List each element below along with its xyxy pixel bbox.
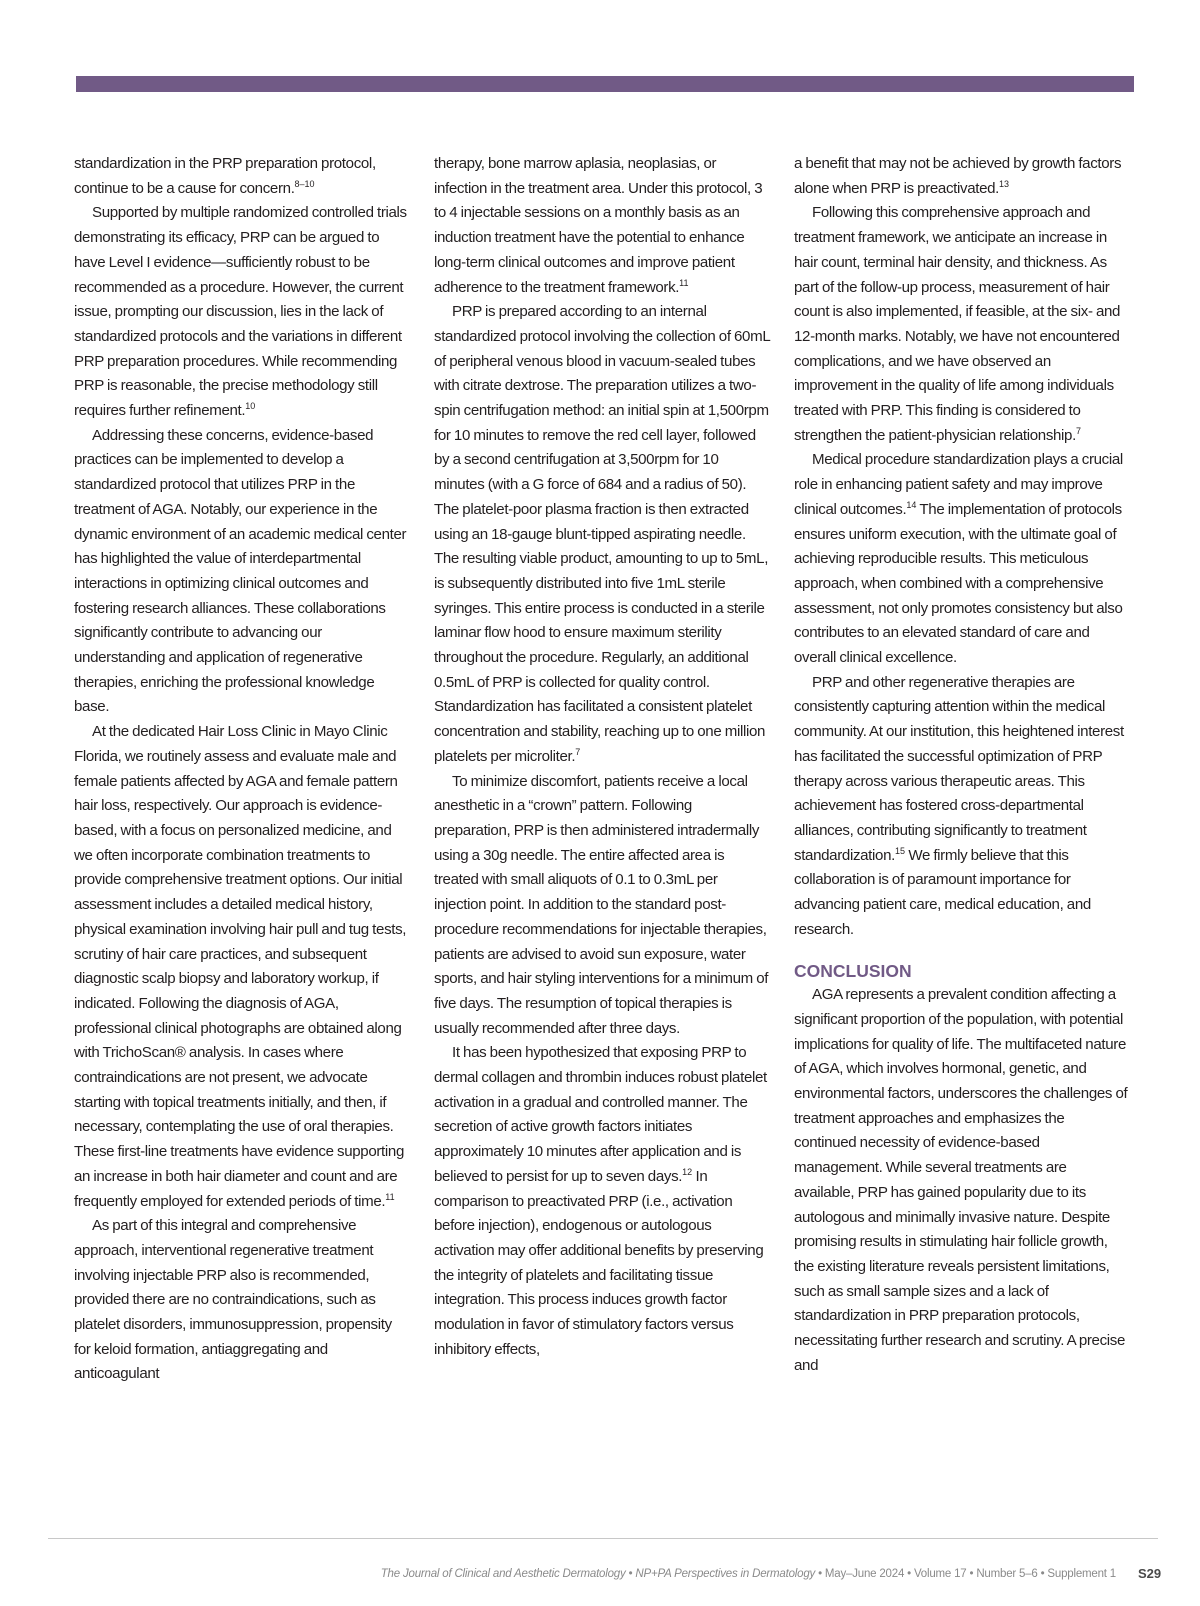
citation-reference: 11 xyxy=(679,277,689,288)
citation-reference: 15 xyxy=(894,845,905,856)
citation-reference: 7 xyxy=(575,746,581,757)
paragraph-text: Addressing these concerns, evidence-based practices can be implemented to develop a standardized protocol that utilizes PRP in the treatment of AGA. Notably, our experience in the dynamic environment of an academic medical center has highlighted the value of interdepartmental interactions in optimizing clinical outcomes and fostering research alliances. These collaborations significantly contribute to advancing our understanding and application of regenerative therapies, enriching the professional knowledge base. xyxy=(74,426,407,716)
paragraph xyxy=(434,1041,770,1362)
paragraph-text: It has been hypothesized that exposing PRP to dermal collagen and thrombin induces robust platelet activation in a gradual and controlled manner. The secretion of active growth factors initiates approximately 10 minutes after application and is believed to persist for up to seven days. xyxy=(434,1044,767,1185)
text-column-2 xyxy=(434,152,770,1362)
paragraph xyxy=(794,671,1130,943)
paragraph-text-continued: The implementation of protocols ensures uniform execution, with the ultimate goal of achieving reproducible results. This meticulous approach, when combined with a comprehensive assessment, not only promotes consistency but also contributes to an elevated standard of care and overall clinical excellence. xyxy=(794,500,1123,667)
paragraph xyxy=(794,983,1130,1378)
footer-citation xyxy=(0,1568,1116,1580)
paragraph-text: Following this comprehensive approach and treatment framework, we anticipate an increase in hair count, terminal hair density, and thickness. As part of the follow-up process, measurement of hair count is also implemented, if feasible, at the six- and 12-month marks. Notably, we have not encountered complications, and we have observed an improvement in the quality of life among individuals treated with PRP. This finding is considered to strengthen the patient-physician relationship. xyxy=(794,204,1121,444)
paragraph-text: As part of this integral and comprehensive approach, interventional regenerative treatment involving injectable PRP also is recommended, provided there are no contraindications, such as platelet disorders, immunosuppression, propensity for keloid formation, antiaggregating and anticoagulant xyxy=(74,1217,392,1383)
header-accent-bar xyxy=(76,76,1134,92)
paragraph xyxy=(434,152,770,300)
paragraph-text: a benefit that may not be achieved by growth factors alone when PRP is preactivated. xyxy=(794,155,1122,197)
paragraph-text: Medical procedure standardization plays a crucial role in enhancing patient safety and may improve clinical outcomes. xyxy=(794,451,1123,518)
text-column-1 xyxy=(74,152,410,1387)
paragraph xyxy=(74,152,410,201)
citation-reference: 13 xyxy=(999,178,1010,189)
paragraph xyxy=(74,424,410,720)
footer-divider xyxy=(48,1538,1158,1539)
paragraph xyxy=(74,720,410,1214)
paragraph xyxy=(74,1214,410,1387)
paragraph-text: To minimize discomfort, patients receive a local anesthetic in a “crown” pattern. Following preparation, PRP is then administered intradermally using a 30g needle. The entire affected area is treated with small aliquots of 0.1 to 0.3mL per injection point. In addition to the standard post-procedure recommendations for injectable therapies, patients are advised to avoid sun exposure, water sports, and hair styling interventions for a minimum of five days. The resumption of topical therapies is usually recommended after three days. xyxy=(434,772,769,1037)
paragraph-text: Supported by multiple randomized controlled trials demonstrating its efficacy, PRP can be argued to have Level I evidence—sufficiently robust to be recommended as a procedure. However, the current issue, prompting our discussion, lies in the lack of standardized protocols and the variations in different PRP preparation procedures. While recommending PRP is reasonable, the precise methodology still requires further refinement. xyxy=(74,204,407,420)
paragraph xyxy=(794,201,1130,448)
citation-reference: 10 xyxy=(245,401,256,411)
paragraph-text-continued: We firmly believe that this collaboration is of paramount importance for advancing patient care, medical education, and research. xyxy=(794,846,1091,938)
paragraph xyxy=(794,448,1130,670)
paragraph xyxy=(434,770,770,1042)
footer-journal-name: The Journal of Clinical and Aesthetic Dermatology • NP+PA Perspectives in Dermatology xyxy=(380,1568,816,1580)
section-heading: CONCLUSION xyxy=(794,960,912,981)
citation-reference: 12 xyxy=(682,1166,693,1177)
citation-reference: 11 xyxy=(385,1191,395,1202)
paragraph xyxy=(794,152,1130,201)
paragraph-text: therapy, bone marrow aplasia, neoplasias, or infection in the treatment area. Under this protocol, 3 to 4 injectable sessions on a monthly basis as an induction treatment have the potential to enhance long-term clinical outcomes and improve patient adherence to the treatment framework. xyxy=(434,155,763,296)
paragraph-text: standardization in the PRP preparation protocol, continue to be a cause for concern. xyxy=(74,155,376,197)
paragraph xyxy=(74,201,410,423)
footer-issue-info: • May–June 2024 • Volume 17 • Number 5–6 • Supplement 1 xyxy=(815,1568,1116,1580)
citation-reference: 7 xyxy=(1075,425,1081,436)
paragraph-text: PRP is prepared according to an internal standardized protocol involving the collection of 60mL of peripheral venous blood in vacuum-sealed tubes with citrate dextrose. The preparation utilizes a two-spin centrifugation method: an initial spin at 1,500rpm for 10 minutes to remove the red cell layer, followed by a second centrifugation at 3,500rpm for 10 minutes (with a G force of 684 and a radius of 50). The platelet-poor plasma fraction is then extracted using an 18-gauge blunt-tipped aspirating needle. The resulting viable product, amounting to up to 5mL, is subsequently distributed into five 1mL sterile syringes. This entire process is conducted in a sterile laminar flow hood to ensure maximum sterility throughout the procedure. Regularly, an additional 0.5mL of PRP is collected for quality control. Standardization has facilitated a consistent platelet concentration and stability, reaching up to one million platelets per microliter. xyxy=(434,303,770,765)
paragraph-text: At the dedicated Hair Loss Clinic in Mayo Clinic Florida, we routinely assess and evaluate male and female patients affected by AGA and female pattern hair loss, respectively. Our approach is evidence-based, with a focus on personalized medicine, and we often incorporate combination treatments to provide comprehensive treatment options. Our initial assessment includes a detailed medical history, physical examination involving hair pull and tug tests, scrutiny of hair care practices, and subsequent diagnostic scalp biopsy and laboratory workup, if indicated. Following the diagnosis of AGA, professional clinical photographs are obtained along with TrichoScan® analysis. In cases where contraindications are not present, we advocate starting with topical treatments initially, and then, if necessary, contemplating the use of oral therapies. These first-line treatments have evidence supporting an increase in both hair diameter and count and are frequently employed for extended periods of time. xyxy=(74,723,407,1210)
page-number: S29 xyxy=(1138,1566,1162,1581)
citation-reference: 8–10 xyxy=(294,178,315,189)
paragraph-text-continued: In comparison to preactivated PRP (i.e., activation before injection), endogenous or autologous activation may offer additional benefits by preserving the integrity of platelets and facilitating tissue integration. This process induces growth factor modulation in favor of stimulatory factors versus inhibitory effects, xyxy=(434,1167,764,1358)
citation-reference: 14 xyxy=(906,499,917,510)
paragraph-text: PRP and other regenerative therapies are consistently capturing attention within the medical community. At our institution, this heightened interest has facilitated the successful optimization of PRP therapy across various therapeutic areas. This achievement has fostered cross-departmental alliances, contributing significantly to treatment standardization. xyxy=(794,673,1124,864)
paragraph-text: AGA represents a prevalent condition affecting a significant proportion of the population, with potential implications for quality of life. The multifaceted nature of AGA, which involves hormonal, genetic, and environmental factors, underscores the challenges of treatment approaches and emphasizes the continued necessity of evidence-based management. While several treatments are available, PRP has gained popularity due to its autologous and minimally invasive nature. Despite promising results in stimulating hair follicle growth, the existing literature reveals persistent limitations, such as small sample sizes and a lack of standardization in PRP preparation protocols, necessitating further research and scrutiny. A precise and xyxy=(794,986,1128,1374)
text-column-3 xyxy=(794,152,1130,1378)
paragraph xyxy=(434,300,770,769)
